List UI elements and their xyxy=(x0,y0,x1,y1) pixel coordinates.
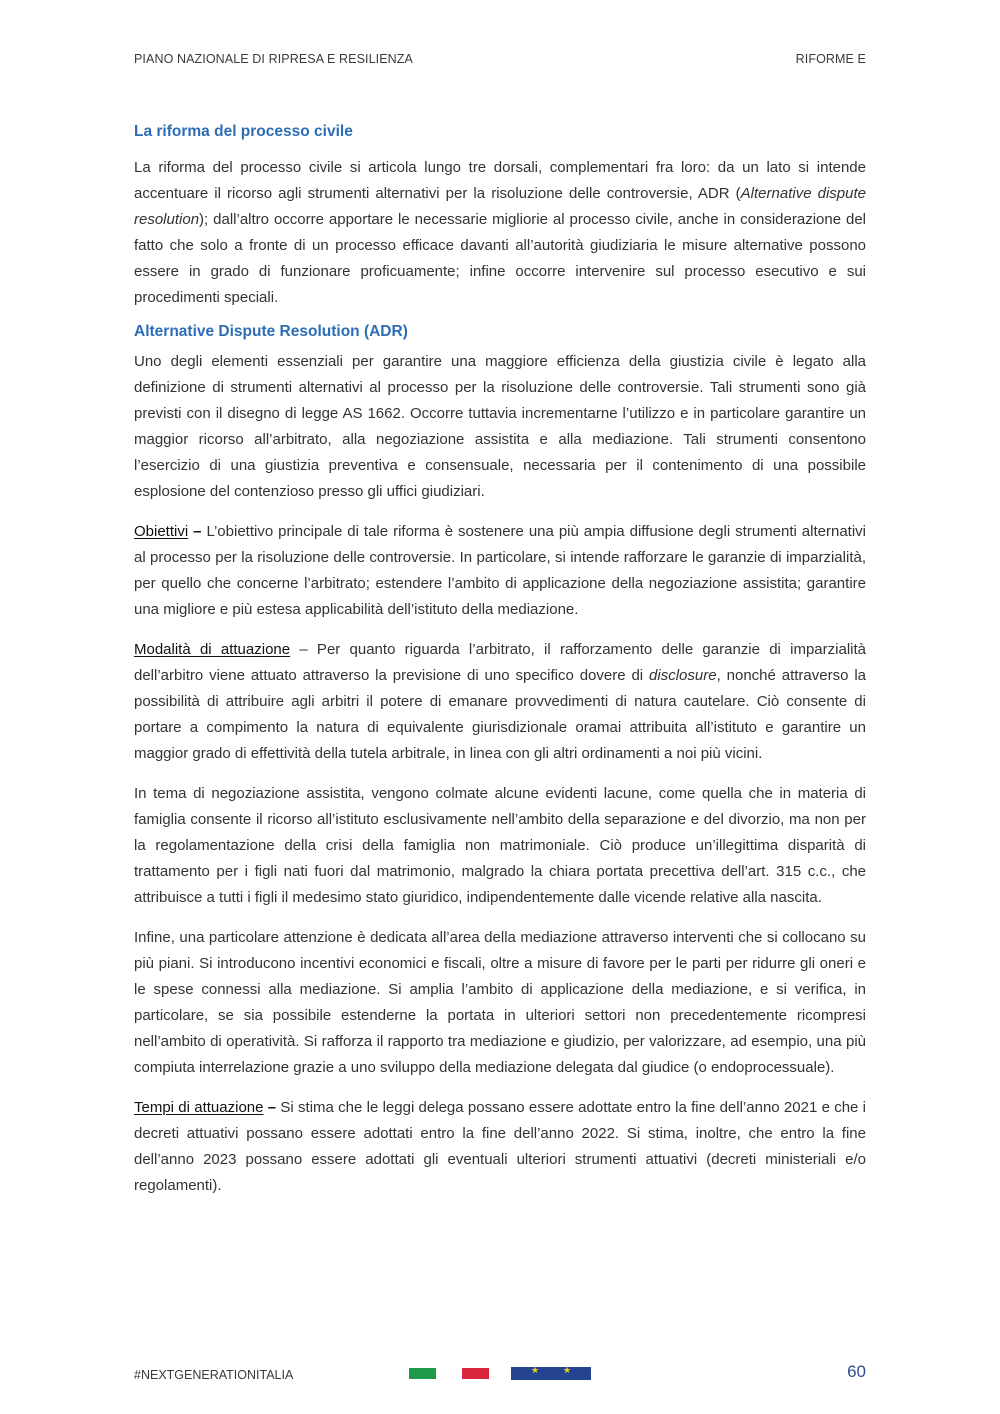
modalita-text-start: – Per quanto riguarda l’arbitrato, il rafforzamento delle garanzie di imparzialità dell’arbitro viene attuato attraverso la previsione di uno specifico dovere di xyxy=(134,641,866,684)
italian-flag-red-icon xyxy=(462,1368,489,1379)
page-body xyxy=(134,119,866,1199)
page-number: 60 xyxy=(847,1362,866,1381)
eu-star-icon: ★ xyxy=(563,1367,572,1375)
obiettivi-text: L’obiettivo principale di tale riforma è sostenere una più ampia diffusione degli strumenti alternativi al processo per la risoluzione delle controversie. In particolare, si intende rafforzare le garanzie di imparzialità, per quello che concerne l’arbitrato; estendere l’ambito di applicazione della negoziazione assistita; garantire una migliore e più estesa applicabilità dell’istituto della mediazione. xyxy=(134,523,866,618)
header-title: PIANO NAZIONALE DI RIPRESA E RESILIENZA xyxy=(134,52,413,66)
header-section: RIFORME E xyxy=(795,52,866,66)
eu-flag-icon xyxy=(511,1367,591,1380)
intro-paragraph xyxy=(134,155,866,311)
eu-star-icon: ★ xyxy=(531,1367,540,1375)
tempi-dash: – xyxy=(263,1099,277,1116)
subsection-title: Alternative Dispute Resolution (ADR) xyxy=(134,323,408,340)
tempi-text: Si stima che le leggi delega possano essere adottate entro la fine dell’anno 2021 e che i decreti attuativi possano essere adottati entro la fine dell’anno 2022. Si stima, inoltre, che entro la fine dell’anno 2023 possano essere adottati gli eventuali ulteriori strumenti attuativi (decreti ministeriali e/o regolamenti). xyxy=(134,1099,866,1194)
tempi-label: Tempi di attuazione xyxy=(134,1099,264,1116)
intro-text-end: ); dall’altro occorre apportare le necessarie migliorie al processo civile, anche in considerazione del fatto che solo a fronte di un processo efficace davanti all’autorità giudiziaria le misure alternative possono essere in grado di funzionare proficuamente; infine occorre intervenire sul processo esecutivo e sui procedimenti speciali. xyxy=(134,211,866,306)
tempi-paragraph xyxy=(134,1095,866,1199)
obiettivi-label: Obiettivi xyxy=(134,523,189,540)
section-title: La riforma del processo civile xyxy=(134,123,353,140)
mediazione-paragraph: Infine, una particolare attenzione è dedicata all’area della mediazione attraverso interventi che si collocano su più piani. Si introducono incentivi economici e fiscali, oltre a misure di favore per le parti per ridurre gli oneri e le spese connessi alla mediazione. Si amplia l’ambito di applicazione della mediazione, e si verifica, in particolare, se sia possibile estenderne la portata in ulteriori settori non precedentemente ricompresi nell’ambito di operatività. Si rafforza il rapporto tra mediazione e giudizio, per valorizzare, ad esempio, una più compiuta interrelazione grazie a uno sviluppo della mediazione delegata dal giudice (o endoprocessuale). xyxy=(134,929,866,1076)
modalita-text-end: , nonché attraverso la possibilità di attribuire agli arbitri il potere di emanare provvedimenti di natura cautelare. Ciò consente di portare a compimento la natura di equivalente giurisdizionale oramai attribuita all’istituto e garantire un maggior grado di effettività della tutela arbitrale, in linea con gli altri ordinamenti a noi più vicini. xyxy=(134,667,866,762)
modalita-label: Modalità di attuazione xyxy=(134,641,291,658)
adr-paragraph: Uno degli elementi essenziali per garantire una maggiore efficienza della giustizia civile è legato alla definizione di strumenti alternativi al processo per la risoluzione delle controversie. Tali strumenti sono già previsti con il disegno di legge AS 1662. Occorre tuttavia incrementarne l’utilizzo e in particolare garantire un maggior ricorso all’arbitrato, alla negoziazione assistita e alla mediazione. Tali strumenti consentono l’esercizio di una giustizia preventiva e consensuale, necessaria per il contenimento di una possibile esplosione del contenzioso presso gli uffici giudiziari. xyxy=(134,353,866,500)
modalita-paragraph xyxy=(134,637,866,767)
negoziazione-paragraph: In tema di negoziazione assistita, vengono colmate alcune evidenti lacune, come quella che in materia di famiglia consente il ricorso all’istituto esclusivamente nell’ambito della separazione e del divorzio, ma non per la regolamentazione della crisi della famiglia non matrimoniale. Ciò produce un’illegittima disparità di trattamento per i figli nati fuori dal matrimonio, malgrado la chiara portata precettiva dell’art. 315 c.c., che attribuisce a tutti i figli il medesimo stato giuridico, indipendentemente dalle vicende relative alla nascita. xyxy=(134,785,866,906)
modalita-italic-term: disclosure xyxy=(649,667,717,684)
footer-hashtag: #NEXTGENERATIONITALIA xyxy=(134,1368,294,1382)
obiettivi-paragraph xyxy=(134,519,866,623)
intro-italic-term: Alternative dispute resolution xyxy=(134,185,867,228)
page-header xyxy=(134,52,866,66)
obiettivi-dash: – xyxy=(188,523,202,540)
intro-text-start: La riforma del processo civile si articola lungo tre dorsali, complementari fra loro: da un lato si intende accentuare il ricorso agli strumenti alternativi per la risoluzione delle controversie, ADR ( xyxy=(134,159,866,202)
italian-flag-green-icon xyxy=(409,1368,436,1379)
